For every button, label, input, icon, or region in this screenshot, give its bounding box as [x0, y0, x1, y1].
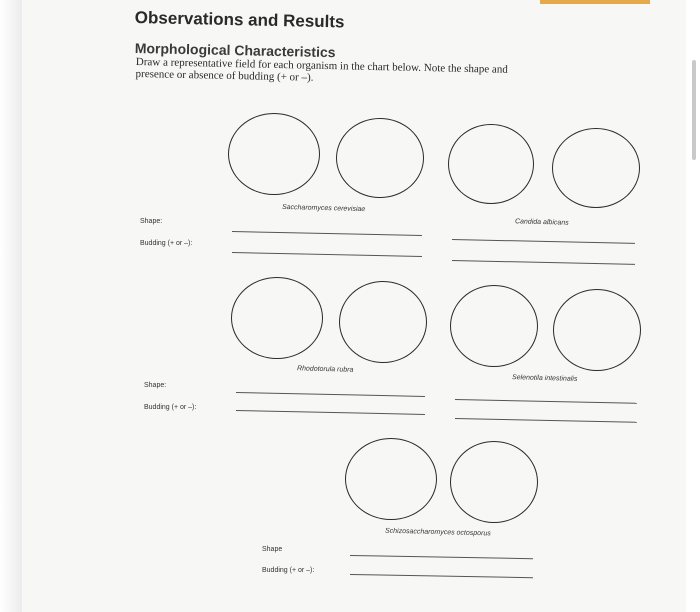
page-edge — [0, 0, 22, 612]
organism-label-saccharomyces: Saccharomyces cerevisiae — [281, 203, 366, 214]
budding-label-row3: Budding (+ or –): — [262, 567, 315, 574]
organism-label-schizosaccharomyces: Schizosaccharomyces octosporus — [384, 527, 491, 538]
shape-label-row1: Shape: — [140, 218, 163, 225]
organism-label-candida: Candida albicans — [514, 218, 569, 227]
drawing-circle-saccharomyces-2[interactable] — [336, 118, 424, 198]
drawing-circle-candida-1[interactable] — [448, 124, 534, 204]
drawing-circle-rhodotorula-1[interactable] — [231, 277, 323, 359]
instructions-text: Draw a representative field for each organism in the chart below. Note the shape and presence or absence of budding (+ or –). — [135, 56, 508, 84]
organism-label-selenotila: Selenotila intestinalis — [511, 374, 578, 383]
page-title: Observations and Results — [134, 8, 345, 32]
organism-label-rhodotorula: Rhodotorula rubra — [296, 365, 354, 374]
drawing-circle-rhodotorula-2[interactable] — [339, 281, 427, 363]
shape-label-row3: Shape — [262, 546, 283, 553]
page-tab-accent — [540, 0, 650, 4]
shape-label-row2: Shape: — [144, 382, 167, 389]
scrollbar[interactable] — [692, 60, 696, 160]
drawing-circle-selenotila-2[interactable] — [553, 289, 641, 371]
drawing-circle-schizosaccharomyces-2[interactable] — [450, 441, 538, 523]
drawing-circle-candida-2[interactable] — [552, 128, 640, 208]
drawing-circle-saccharomyces-1[interactable] — [228, 113, 320, 195]
budding-label-row1: Budding (+ or –): — [140, 240, 193, 247]
budding-label-row2: Budding (+ or –): — [144, 404, 197, 411]
drawing-circle-schizosaccharomyces-1[interactable] — [345, 438, 437, 520]
section-title: Morphological Characteristics — [134, 40, 336, 61]
drawing-circle-selenotila-1[interactable] — [450, 285, 538, 367]
